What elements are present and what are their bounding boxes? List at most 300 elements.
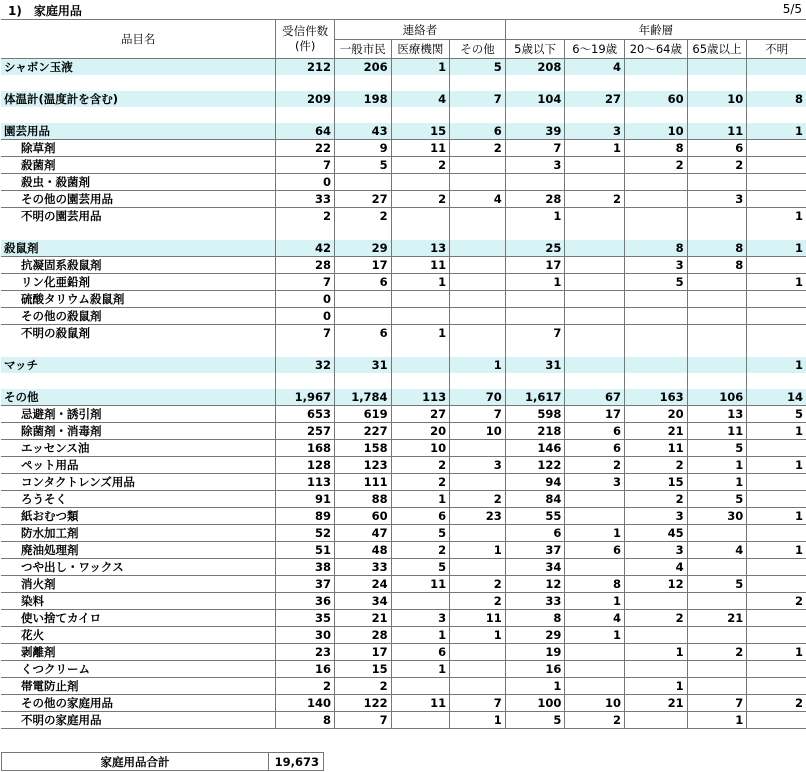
item-name: 不明の殺鼠剤 bbox=[1, 325, 276, 342]
cell-value: 91 bbox=[276, 491, 335, 508]
cell-value: 8 bbox=[505, 610, 565, 627]
cell-value: 17 bbox=[565, 406, 625, 423]
cell-value bbox=[747, 678, 806, 695]
cell-value bbox=[450, 559, 506, 576]
cell-value bbox=[391, 308, 450, 325]
cell-value: 8 bbox=[687, 257, 747, 274]
cell-value bbox=[334, 107, 391, 123]
cell-value: 19 bbox=[505, 644, 565, 661]
cell-value: 100 bbox=[505, 695, 565, 712]
cell-value: 2 bbox=[450, 576, 506, 593]
spacer-row bbox=[1, 107, 806, 123]
cell-value bbox=[565, 678, 625, 695]
cell-value: 2 bbox=[391, 474, 450, 491]
cell-value: 3 bbox=[505, 157, 565, 174]
cell-value: 20 bbox=[391, 423, 450, 440]
cell-value: 4 bbox=[565, 610, 625, 627]
cell-value: 5 bbox=[391, 559, 450, 576]
column-header-age-65plus: 65歳以上 bbox=[687, 40, 747, 59]
cell-value: 1,967 bbox=[276, 389, 335, 406]
cell-value bbox=[505, 341, 565, 357]
cell-value: 11 bbox=[391, 576, 450, 593]
item-name: 硫酸タリウム殺鼠剤 bbox=[1, 291, 276, 308]
cell-value bbox=[391, 712, 450, 729]
item-name: 殺菌剤 bbox=[1, 157, 276, 174]
cell-value: 15 bbox=[625, 474, 688, 491]
cell-value: 619 bbox=[334, 406, 391, 423]
table-row bbox=[1, 627, 806, 644]
cell-value bbox=[391, 357, 450, 373]
table-row bbox=[1, 576, 806, 593]
item-name: 染料 bbox=[1, 593, 276, 610]
cell-value bbox=[625, 291, 688, 308]
category-row bbox=[1, 123, 806, 140]
cell-value: 24 bbox=[334, 576, 391, 593]
cell-value bbox=[565, 325, 625, 342]
cell-value: 21 bbox=[334, 610, 391, 627]
cell-value: 5 bbox=[687, 576, 747, 593]
cell-value bbox=[450, 373, 506, 389]
cell-value: 1 bbox=[747, 508, 806, 525]
cell-value: 146 bbox=[505, 440, 565, 457]
cell-value: 4 bbox=[625, 559, 688, 576]
item-name: マッチ bbox=[1, 357, 276, 373]
cell-value: 37 bbox=[505, 542, 565, 559]
table-row bbox=[1, 140, 806, 157]
cell-value bbox=[747, 174, 806, 191]
cell-value: 94 bbox=[505, 474, 565, 491]
cell-value bbox=[276, 373, 335, 389]
cell-value: 3 bbox=[565, 123, 625, 140]
cell-value: 9 bbox=[334, 140, 391, 157]
cell-value: 1 bbox=[625, 644, 688, 661]
cell-value: 33 bbox=[505, 593, 565, 610]
cell-value bbox=[687, 208, 747, 225]
cell-value: 1 bbox=[565, 627, 625, 644]
cell-value: 17 bbox=[334, 257, 391, 274]
cell-value: 1 bbox=[747, 644, 806, 661]
item-name: 園芸用品 bbox=[1, 123, 276, 140]
cell-value: 17 bbox=[505, 257, 565, 274]
cell-value: 64 bbox=[276, 123, 335, 140]
cell-value: 2 bbox=[450, 491, 506, 508]
cell-value bbox=[450, 208, 506, 225]
cell-value bbox=[276, 341, 335, 357]
column-header-age-0-5: 5歳以下 bbox=[505, 40, 565, 59]
cell-value: 6 bbox=[565, 542, 625, 559]
cell-value bbox=[450, 274, 506, 291]
cell-value bbox=[747, 341, 806, 357]
cell-value: 5 bbox=[450, 59, 506, 76]
cell-value bbox=[450, 240, 506, 257]
table-body bbox=[1, 59, 806, 729]
cell-value: 6 bbox=[334, 274, 391, 291]
cell-value: 10 bbox=[625, 123, 688, 140]
table-row bbox=[1, 308, 806, 325]
cell-value bbox=[450, 224, 506, 240]
cell-value: 13 bbox=[391, 240, 450, 257]
cell-value bbox=[747, 257, 806, 274]
cell-value: 2 bbox=[391, 542, 450, 559]
cell-value: 17 bbox=[334, 644, 391, 661]
item-name: 忌避剤・誘引剤 bbox=[1, 406, 276, 423]
household-products-table bbox=[1, 19, 806, 729]
cell-value bbox=[505, 224, 565, 240]
cell-value bbox=[450, 107, 506, 123]
cell-value: 3 bbox=[391, 610, 450, 627]
cell-value: 6 bbox=[334, 325, 391, 342]
cell-value: 2 bbox=[391, 157, 450, 174]
page-number: 5/5 bbox=[782, 2, 802, 16]
cell-value: 1 bbox=[450, 542, 506, 559]
cell-value: 28 bbox=[505, 191, 565, 208]
cell-value: 158 bbox=[334, 440, 391, 457]
cell-value: 8 bbox=[625, 240, 688, 257]
cell-value: 1 bbox=[450, 712, 506, 729]
category-row bbox=[1, 91, 806, 107]
cell-value: 7 bbox=[334, 712, 391, 729]
cell-value bbox=[450, 157, 506, 174]
column-group-age: 年齢層 bbox=[505, 20, 806, 40]
cell-value: 4 bbox=[450, 191, 506, 208]
cell-value: 2 bbox=[747, 695, 806, 712]
cell-value bbox=[747, 712, 806, 729]
cell-value: 21 bbox=[687, 610, 747, 627]
cell-value bbox=[747, 491, 806, 508]
cell-value bbox=[625, 357, 688, 373]
cell-value: 15 bbox=[334, 661, 391, 678]
table-row bbox=[1, 695, 806, 712]
cell-value bbox=[747, 224, 806, 240]
cell-value bbox=[747, 440, 806, 457]
cell-value bbox=[450, 525, 506, 542]
cell-value: 4 bbox=[687, 542, 747, 559]
cell-value bbox=[505, 373, 565, 389]
cell-value bbox=[747, 107, 806, 123]
cell-value bbox=[450, 308, 506, 325]
cell-value: 7 bbox=[505, 325, 565, 342]
cell-value bbox=[450, 325, 506, 342]
cell-value: 23 bbox=[276, 644, 335, 661]
cell-value: 2 bbox=[565, 712, 625, 729]
total-value: 19,673 bbox=[269, 753, 324, 771]
cell-value bbox=[747, 157, 806, 174]
item-name: くつクリーム bbox=[1, 661, 276, 678]
cell-value bbox=[565, 291, 625, 308]
item-name: 使い捨てカイロ bbox=[1, 610, 276, 627]
cell-value: 3 bbox=[450, 457, 506, 474]
table-row bbox=[1, 474, 806, 491]
cell-value: 5 bbox=[391, 525, 450, 542]
column-header-age-6-19: 6～19歳 bbox=[565, 40, 625, 59]
cell-value bbox=[565, 240, 625, 257]
cell-value bbox=[505, 174, 565, 191]
item-name: シャボン玉液 bbox=[1, 59, 276, 76]
cell-value bbox=[565, 661, 625, 678]
item-name: 不明の園芸用品 bbox=[1, 208, 276, 225]
cell-value bbox=[687, 59, 747, 76]
table-row bbox=[1, 274, 806, 291]
table-row bbox=[1, 457, 806, 474]
cell-value: 2 bbox=[565, 191, 625, 208]
cell-value: 2 bbox=[391, 191, 450, 208]
cell-value: 2 bbox=[450, 140, 506, 157]
cell-value bbox=[565, 644, 625, 661]
cell-value: 212 bbox=[276, 59, 335, 76]
cell-value: 20 bbox=[625, 406, 688, 423]
cell-value bbox=[450, 474, 506, 491]
cell-value bbox=[687, 525, 747, 542]
cell-value: 1 bbox=[747, 357, 806, 373]
cell-value bbox=[505, 107, 565, 123]
cell-value bbox=[687, 174, 747, 191]
table-row bbox=[1, 712, 806, 729]
cell-value bbox=[747, 373, 806, 389]
cell-value: 0 bbox=[276, 308, 335, 325]
cell-value: 5 bbox=[505, 712, 565, 729]
cell-value: 27 bbox=[391, 406, 450, 423]
cell-value bbox=[747, 610, 806, 627]
cell-value bbox=[625, 593, 688, 610]
cell-value: 1 bbox=[505, 274, 565, 291]
cell-value: 7 bbox=[276, 325, 335, 342]
spacer-row bbox=[1, 373, 806, 389]
cell-value: 7 bbox=[450, 406, 506, 423]
column-group-contact: 連絡者 bbox=[334, 20, 505, 40]
cell-value bbox=[687, 661, 747, 678]
cell-value: 5 bbox=[625, 274, 688, 291]
table-row bbox=[1, 644, 806, 661]
spacer-row bbox=[1, 224, 806, 240]
table-row bbox=[1, 491, 806, 508]
cell-value: 48 bbox=[334, 542, 391, 559]
item-name: その他の殺鼠剤 bbox=[1, 308, 276, 325]
cell-value bbox=[687, 75, 747, 91]
cell-value: 33 bbox=[334, 559, 391, 576]
cell-value: 163 bbox=[625, 389, 688, 406]
column-header-count: 受信件数 (件) bbox=[276, 20, 335, 59]
table-row bbox=[1, 257, 806, 274]
item-name: 剥離剤 bbox=[1, 644, 276, 661]
cell-value bbox=[450, 341, 506, 357]
cell-value: 29 bbox=[334, 240, 391, 257]
cell-value bbox=[625, 191, 688, 208]
cell-value: 1 bbox=[747, 123, 806, 140]
cell-value bbox=[334, 373, 391, 389]
category-row bbox=[1, 59, 806, 76]
cell-value: 34 bbox=[505, 559, 565, 576]
cell-value: 10 bbox=[391, 440, 450, 457]
cell-value: 598 bbox=[505, 406, 565, 423]
cell-value bbox=[565, 508, 625, 525]
cell-value bbox=[687, 678, 747, 695]
cell-value: 8 bbox=[747, 91, 806, 107]
cell-value: 25 bbox=[505, 240, 565, 257]
cell-value: 1 bbox=[565, 593, 625, 610]
cell-value bbox=[276, 224, 335, 240]
cell-value: 1 bbox=[747, 208, 806, 225]
cell-value: 3 bbox=[565, 474, 625, 491]
cell-value bbox=[450, 174, 506, 191]
cell-value: 2 bbox=[625, 157, 688, 174]
table-row bbox=[1, 593, 806, 610]
total-box bbox=[1, 752, 324, 771]
cell-value bbox=[565, 257, 625, 274]
cell-value bbox=[505, 291, 565, 308]
cell-value: 6 bbox=[565, 423, 625, 440]
cell-value: 3 bbox=[687, 191, 747, 208]
cell-value: 1 bbox=[391, 325, 450, 342]
cell-value bbox=[334, 341, 391, 357]
cell-value bbox=[565, 208, 625, 225]
cell-value: 11 bbox=[391, 695, 450, 712]
cell-value: 55 bbox=[505, 508, 565, 525]
cell-value: 33 bbox=[276, 191, 335, 208]
cell-value: 89 bbox=[276, 508, 335, 525]
cell-value bbox=[565, 224, 625, 240]
column-header-item: 品目名 bbox=[1, 20, 276, 59]
cell-value: 5 bbox=[747, 406, 806, 423]
cell-value: 42 bbox=[276, 240, 335, 257]
cell-value: 21 bbox=[625, 695, 688, 712]
cell-value: 1,784 bbox=[334, 389, 391, 406]
cell-value bbox=[334, 75, 391, 91]
page-header bbox=[0, 0, 806, 18]
cell-value bbox=[391, 291, 450, 308]
item-name: 廃油処理剤 bbox=[1, 542, 276, 559]
table-row bbox=[1, 191, 806, 208]
cell-value: 28 bbox=[276, 257, 335, 274]
cell-value: 2 bbox=[687, 157, 747, 174]
cell-value bbox=[747, 325, 806, 342]
item-name bbox=[1, 75, 276, 91]
cell-value bbox=[391, 208, 450, 225]
cell-value: 5 bbox=[687, 440, 747, 457]
item-name: 花火 bbox=[1, 627, 276, 644]
cell-value bbox=[334, 291, 391, 308]
cell-value bbox=[747, 308, 806, 325]
cell-value: 2 bbox=[334, 208, 391, 225]
cell-value: 4 bbox=[565, 59, 625, 76]
table-row bbox=[1, 325, 806, 342]
cell-value bbox=[687, 627, 747, 644]
cell-value: 60 bbox=[625, 91, 688, 107]
cell-value: 60 bbox=[334, 508, 391, 525]
cell-value bbox=[565, 559, 625, 576]
cell-value: 1 bbox=[450, 627, 506, 644]
cell-value: 37 bbox=[276, 576, 335, 593]
cell-value: 13 bbox=[687, 406, 747, 423]
cell-value bbox=[334, 308, 391, 325]
cell-value: 1 bbox=[747, 240, 806, 257]
cell-value: 1 bbox=[505, 208, 565, 225]
cell-value: 10 bbox=[450, 423, 506, 440]
cell-value: 22 bbox=[276, 140, 335, 157]
table-row bbox=[1, 174, 806, 191]
cell-value bbox=[565, 373, 625, 389]
cell-value bbox=[505, 308, 565, 325]
table-row bbox=[1, 423, 806, 440]
cell-value bbox=[450, 291, 506, 308]
column-header-citizen: 一般市民 bbox=[334, 40, 391, 59]
cell-value bbox=[747, 59, 806, 76]
cell-value: 5 bbox=[687, 491, 747, 508]
cell-value: 10 bbox=[687, 91, 747, 107]
cell-value bbox=[565, 174, 625, 191]
cell-value: 39 bbox=[505, 123, 565, 140]
cell-value bbox=[625, 59, 688, 76]
cell-value: 7 bbox=[687, 695, 747, 712]
cell-value: 14 bbox=[747, 389, 806, 406]
cell-value: 1 bbox=[565, 525, 625, 542]
cell-value: 16 bbox=[505, 661, 565, 678]
cell-value: 1 bbox=[747, 542, 806, 559]
cell-value: 1 bbox=[747, 423, 806, 440]
cell-value: 1 bbox=[450, 357, 506, 373]
cell-value: 1 bbox=[747, 457, 806, 474]
cell-value bbox=[625, 373, 688, 389]
cell-value bbox=[450, 257, 506, 274]
item-name: ペット用品 bbox=[1, 457, 276, 474]
cell-value: 1,617 bbox=[505, 389, 565, 406]
cell-value: 168 bbox=[276, 440, 335, 457]
cell-value: 1 bbox=[391, 491, 450, 508]
cell-value: 227 bbox=[334, 423, 391, 440]
cell-value bbox=[391, 75, 450, 91]
table-row bbox=[1, 559, 806, 576]
cell-value: 10 bbox=[565, 695, 625, 712]
cell-value: 123 bbox=[334, 457, 391, 474]
item-name bbox=[1, 341, 276, 357]
cell-value bbox=[625, 308, 688, 325]
cell-value bbox=[687, 224, 747, 240]
cell-value: 104 bbox=[505, 91, 565, 107]
cell-value: 11 bbox=[391, 140, 450, 157]
table-row bbox=[1, 440, 806, 457]
cell-value: 6 bbox=[565, 440, 625, 457]
cell-value: 8 bbox=[565, 576, 625, 593]
cell-value bbox=[450, 75, 506, 91]
cell-value bbox=[391, 107, 450, 123]
cell-value: 11 bbox=[687, 123, 747, 140]
cell-value bbox=[687, 373, 747, 389]
cell-value: 27 bbox=[565, 91, 625, 107]
cell-value bbox=[747, 474, 806, 491]
section-title: 1) 家庭用品 bbox=[8, 4, 82, 18]
cell-value: 88 bbox=[334, 491, 391, 508]
cell-value: 2 bbox=[625, 491, 688, 508]
cell-value: 3 bbox=[625, 257, 688, 274]
item-name: コンタクトレンズ用品 bbox=[1, 474, 276, 491]
cell-value bbox=[565, 107, 625, 123]
cell-value bbox=[747, 627, 806, 644]
table-row bbox=[1, 208, 806, 225]
cell-value: 34 bbox=[334, 593, 391, 610]
cell-value: 31 bbox=[505, 357, 565, 373]
cell-value: 32 bbox=[276, 357, 335, 373]
category-row bbox=[1, 240, 806, 257]
item-name: 除菌剤・消毒剤 bbox=[1, 423, 276, 440]
cell-value: 27 bbox=[334, 191, 391, 208]
cell-value bbox=[625, 224, 688, 240]
cell-value: 2 bbox=[276, 678, 335, 695]
cell-value: 1 bbox=[391, 661, 450, 678]
cell-value bbox=[625, 712, 688, 729]
cell-value: 2 bbox=[625, 457, 688, 474]
cell-value: 16 bbox=[276, 661, 335, 678]
cell-value: 6 bbox=[687, 140, 747, 157]
cell-value bbox=[276, 107, 335, 123]
